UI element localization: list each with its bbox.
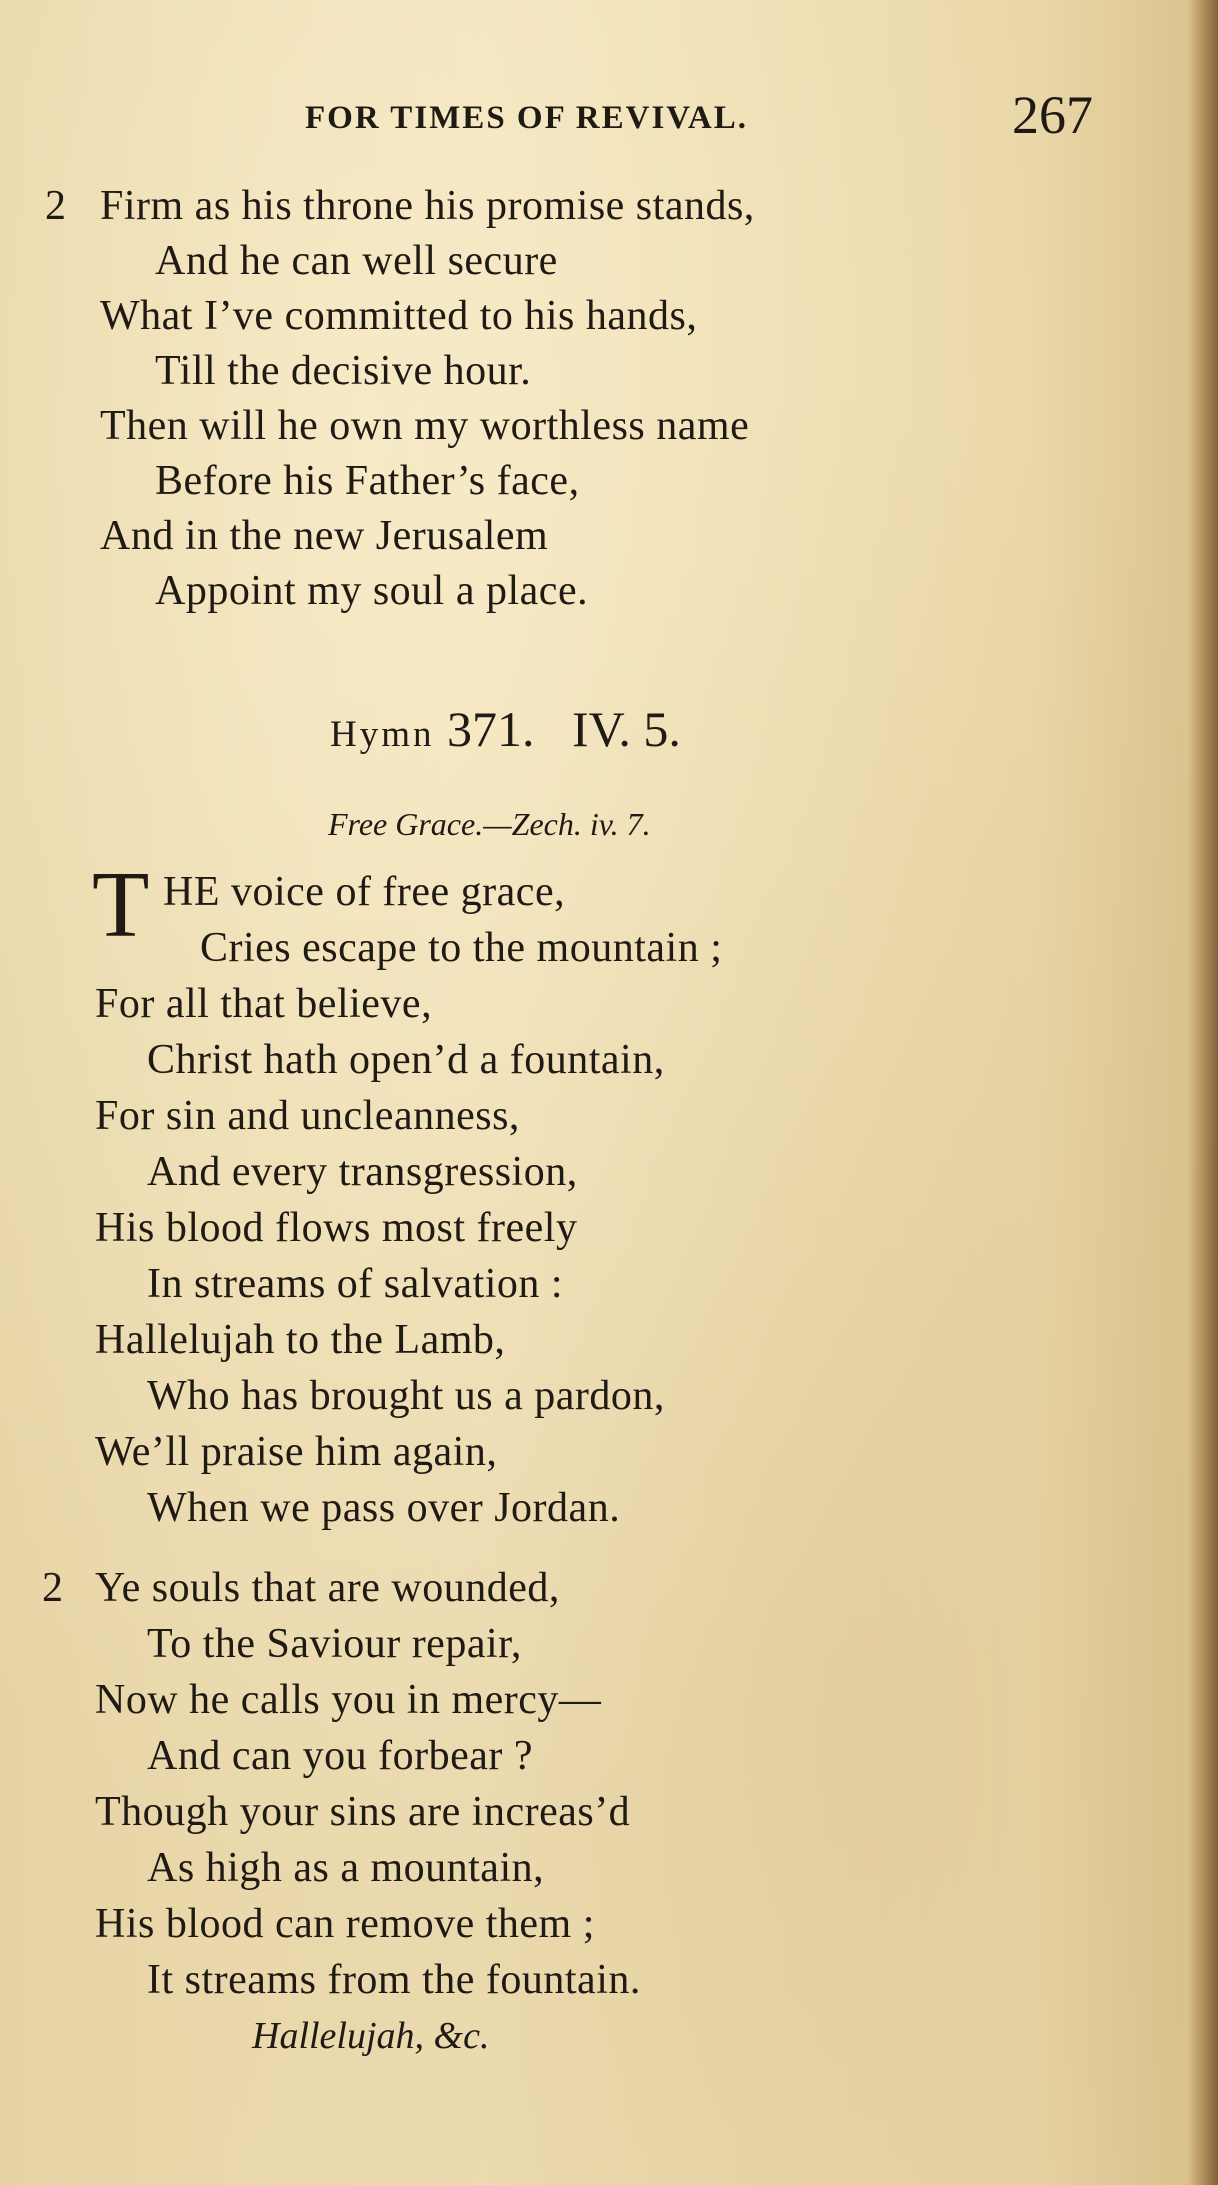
verse-line: Ye souls that are wounded, [95, 1565, 560, 1611]
stanza-number: 2 [45, 183, 66, 229]
verse-line: Appoint my soul a place. [155, 568, 589, 614]
verse-line: HE voice of free grace, [163, 869, 566, 915]
verse-line: What I’ve committed to his hands, [100, 293, 698, 339]
verse-line: Cries escape to the mountain ; [200, 925, 723, 971]
verse-line: In streams of salvation : [147, 1261, 564, 1307]
stanza-number: 2 [42, 1565, 63, 1611]
verse-line: Now he calls you in mercy— [95, 1677, 602, 1723]
drop-cap: T [92, 853, 150, 957]
verse-line: Before his Father’s face, [155, 458, 580, 504]
verse-line: Who has brought us a pardon, [147, 1373, 665, 1419]
verse-line: And can you forbear ? [147, 1733, 533, 1779]
hymn-subtitle: Free Grace.—Zech. iv. 7. [328, 806, 651, 842]
verse-line: His blood can remove them ; [95, 1901, 595, 1947]
hymn-title [330, 700, 681, 758]
verse-line: Firm as his throne his promise stands, [100, 183, 755, 229]
verse-line: Then will he own my worthless name [100, 403, 750, 449]
verse-line: Hallelujah to the Lamb, [95, 1317, 506, 1363]
page-edge [1188, 0, 1218, 2185]
page-number: 267 [1012, 85, 1093, 145]
verse-line: And every transgression, [147, 1149, 578, 1195]
verse-line: As high as a mountain, [147, 1845, 545, 1891]
verse-line: His blood flows most freely [95, 1205, 578, 1251]
verse-line: Till the decisive hour. [155, 348, 532, 394]
verse-line: It streams from the fountain. [147, 1957, 641, 2003]
verse-line: When we pass over Jordan. [147, 1485, 621, 1531]
verse-line: To the Saviour repair, [147, 1621, 522, 1667]
verse-line: Christ hath open’d a fountain, [147, 1037, 665, 1083]
verse-line: And he can well secure [155, 238, 558, 284]
hymn-number: 371. [447, 701, 535, 757]
verse-line: We’ll praise him again, [95, 1429, 498, 1475]
verse-line: For sin and uncleanness, [95, 1093, 520, 1139]
running-head: FOR TIMES OF REVIVAL. [305, 100, 748, 136]
closing-refrain: Hallelujah, &c. [252, 2015, 490, 2057]
hymn-meter: IV. 5. [572, 701, 681, 757]
verse-line: For all that believe, [95, 981, 433, 1027]
verse-line: Though your sins are increas’d [95, 1789, 631, 1835]
verse-line: And in the new Jerusalem [100, 513, 549, 559]
hymn-title-word: Hymn [330, 714, 435, 755]
